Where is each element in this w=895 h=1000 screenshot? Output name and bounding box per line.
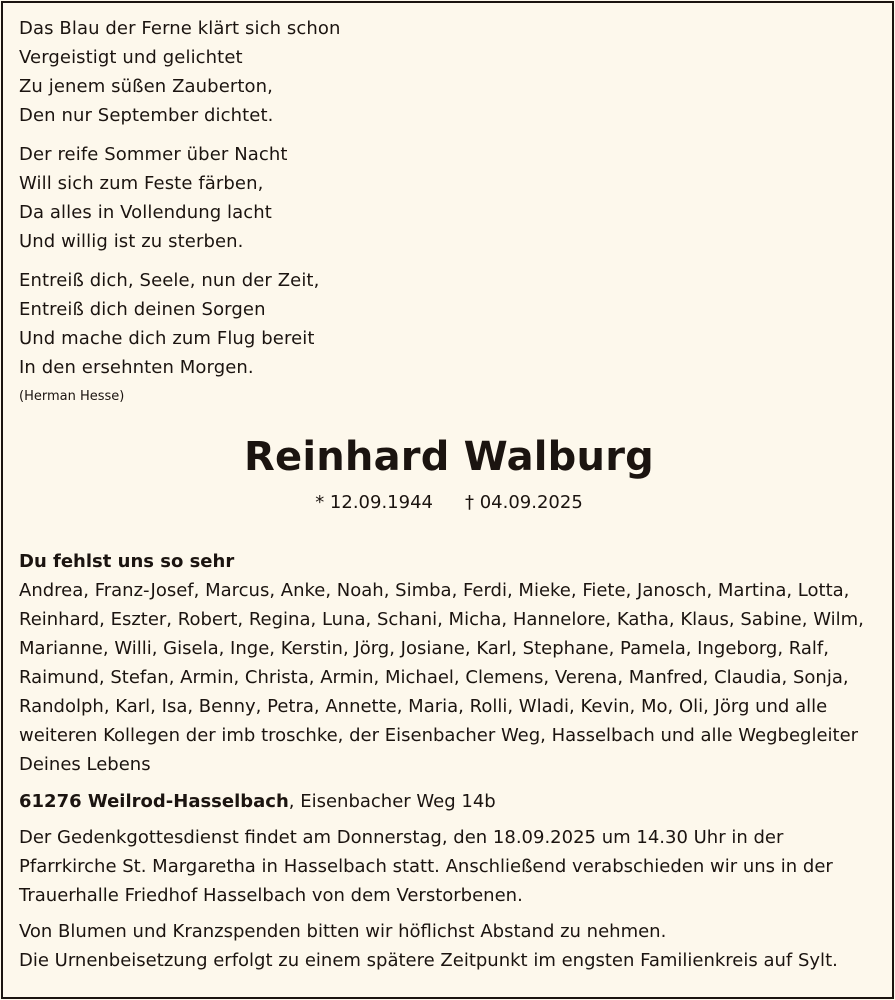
birth-date: * 12.09.1944	[315, 492, 433, 513]
mourners-list	[19, 576, 879, 779]
obituary-content	[19, 14, 879, 975]
address	[19, 787, 879, 816]
mourners-line: weiteren Kollegen der imb troschke, der Eisenbacher Weg, Hasselbach und alle Wegbegleiter	[19, 725, 859, 746]
life-dates	[19, 491, 879, 515]
poem-stanza-2	[19, 140, 879, 256]
notes-line: Von Blumen und Kranzspenden bitten wir höflichst Abstand zu nehmen.	[19, 921, 667, 942]
address-city: 61276 Weilrod-Hasselbach	[19, 791, 289, 812]
poem-line: Entreiß dich deinen Sorgen	[19, 299, 266, 320]
poem-line: Der reife Sommer über Nacht	[19, 144, 288, 165]
poem-line: Und mache dich zum Flug bereit	[19, 328, 315, 349]
notes	[19, 917, 879, 975]
service-line: Trauerhalle Friedhof Hasselbach von dem Verstorbenen.	[19, 885, 523, 906]
poem	[19, 14, 879, 406]
mourners-line: Randolph, Karl, Isa, Benny, Petra, Annette, Maria, Rolli, Wladi, Kevin, Mo, Oli, Jörg und alle	[19, 696, 828, 717]
notes-line: Die Urnenbeisetzung erfolgt zu einem spätere Zeitpunkt im engsten Familienkreis auf Sylt.	[19, 950, 838, 971]
mourners-line: Reinhard, Eszter, Robert, Regina, Luna, Schani, Micha, Hannelore, Katha, Klaus, Sabine, Wilm,	[19, 609, 864, 630]
deceased-name: Reinhard Walburg	[244, 434, 654, 480]
poem-line: In den ersehnten Morgen.	[19, 357, 254, 378]
poem-line: Da alles in Vollendung lacht	[19, 202, 272, 223]
poem-line: Zu jenem süßen Zauberton,	[19, 76, 273, 97]
mourners-heading: Du fehlst uns so sehr	[19, 551, 235, 572]
mourners-line: Andrea, Franz-Josef, Marcus, Anke, Noah, Simba, Ferdi, Mieke, Fiete, Janosch, Martina, Lotta,	[19, 580, 850, 601]
poem-stanza-3	[19, 266, 879, 382]
poem-line: Entreiß dich, Seele, nun der Zeit,	[19, 270, 320, 291]
poem-stanza-1	[19, 14, 879, 130]
death-date: † 04.09.2025	[465, 492, 583, 513]
poem-line: Vergeistigt und gelichtet	[19, 47, 243, 68]
poem-line: Den nur September dichtet.	[19, 105, 274, 126]
poem-line: Will sich zum Feste färben,	[19, 173, 264, 194]
poem-line: Und willig ist zu sterben.	[19, 231, 244, 252]
service-line: Pfarrkirche St. Margaretha in Hasselbach statt. Anschließend verabschieden wir uns in der	[19, 856, 833, 877]
service-info	[19, 823, 879, 910]
poem-line: Das Blau der Ferne klärt sich schon	[19, 18, 341, 39]
mourners-line: Marianne, Willi, Gisela, Inge, Kerstin, Jörg, Josiane, Karl, Stephane, Pamela, Ingeborg, Ralf,	[19, 638, 829, 659]
service-line: Der Gedenkgottesdienst findet am Donnerstag, den 18.09.2025 um 14.30 Uhr in der	[19, 827, 784, 848]
address-street: , Eisenbacher Weg 14b	[288, 791, 496, 812]
mourners-line: Deines Lebens	[19, 754, 151, 775]
mourners-line: Raimund, Stefan, Armin, Christa, Armin, Michael, Clemens, Verena, Manfred, Claudia, Sonja,	[19, 667, 849, 688]
poem-author: (Herman Hesse)	[19, 389, 125, 404]
